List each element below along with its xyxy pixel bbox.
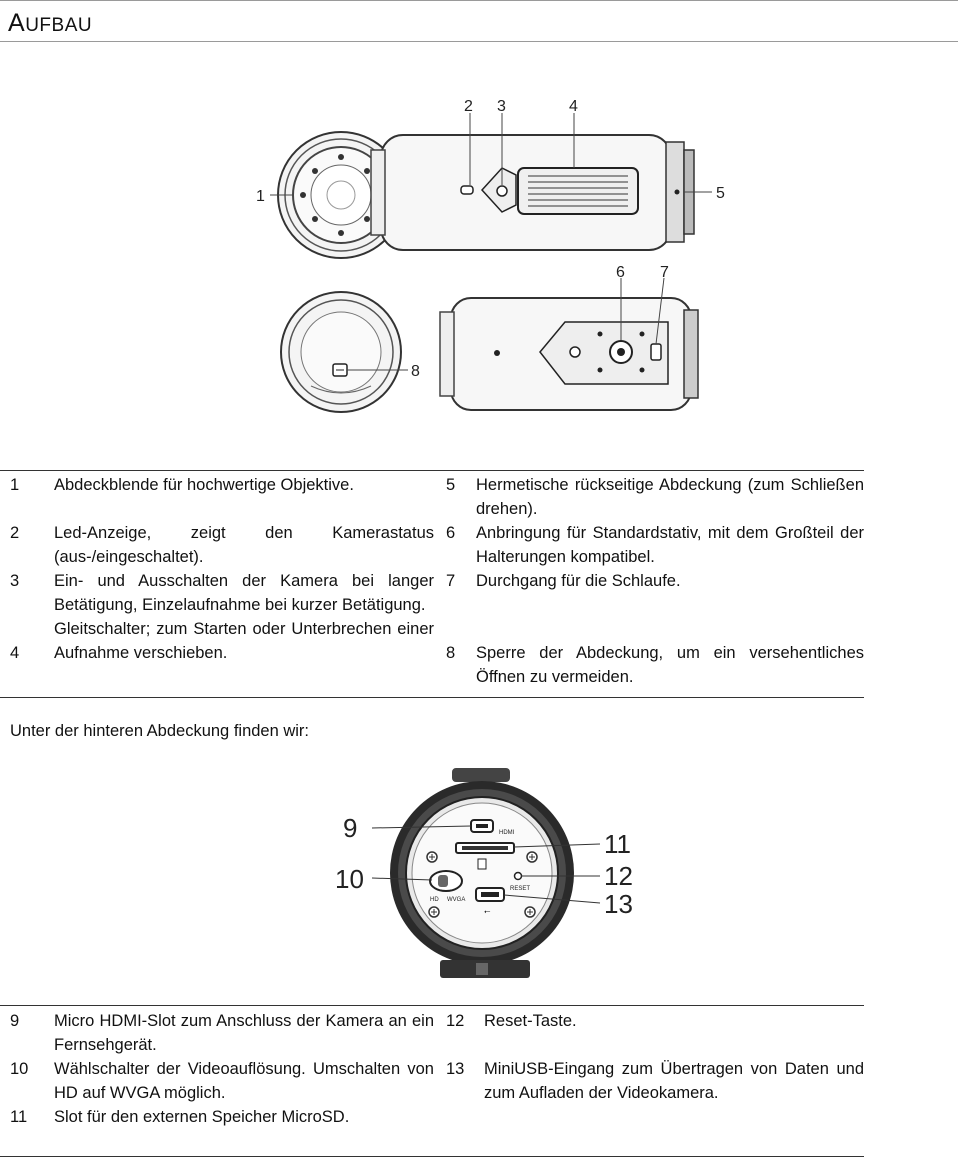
callout-11: 11 (604, 829, 631, 859)
item-number: 11 (10, 1108, 28, 1126)
hdmi-label: HDMI (499, 830, 515, 836)
rear-housing (390, 768, 574, 978)
item-number: 1 (10, 476, 20, 494)
item-text: Wählschalter der Videoauflösung. Umschalten von HD auf WVGA möglich. (54, 1060, 434, 1102)
callout-7: 7 (660, 264, 669, 281)
item-number: 12 (446, 1012, 465, 1030)
item-number (440, 1105, 484, 1129)
item-number: 9 (10, 1012, 20, 1030)
table-rule-bottom (0, 1156, 864, 1157)
table-row (0, 1009, 864, 1057)
item-text: Slot für den externen Speicher MicroSD. (54, 1108, 350, 1126)
item-text: MiniUSB-Eingang zum Übertragen von Daten und zum Aufladen der Videokamera. (484, 1060, 864, 1102)
item-number: 6 (446, 524, 456, 542)
item-number: 4 (10, 644, 20, 662)
camera-diagram-top (0, 90, 960, 510)
callout-6: 6 (616, 264, 625, 281)
item-text: Led-Anzeige, zeigt den Kamerastatus (aus-/eingeschaltet). (54, 524, 434, 566)
callout-9: 9 (343, 813, 358, 843)
svg-text:⭠: ⭠ (484, 907, 491, 916)
callout-1: 1 (256, 188, 265, 205)
item-text: Sperre der Abdeckung, um ein versehentliches Öffnen zu vermeiden. (476, 644, 864, 686)
table-rule-top (0, 470, 864, 471)
table-row (0, 1105, 864, 1129)
callout-3: 3 (497, 98, 506, 115)
item-text: Durchgang für die Schlaufe. (476, 572, 681, 590)
item-number: 5 (446, 476, 456, 494)
item-text: Hermetische rückseitige Abdeckung (zum Schließen drehen). (476, 476, 864, 518)
item-text: Micro HDMI-Slot zum Anschluss der Kamera an ein Fernsehgerät. (54, 1012, 434, 1054)
table-row (0, 521, 864, 569)
rear-caption: Unter der hinteren Abdeckung finden wir: (10, 722, 310, 740)
reset-label: RESET (510, 886, 531, 892)
section-header (0, 0, 958, 42)
parts-table (0, 473, 864, 689)
table-rule-top (0, 1005, 864, 1006)
callout-13: 13 (604, 889, 633, 919)
item-text: Anbringung für Standardstativ, mit dem Großteil der Halterungen kompatibel. (476, 524, 864, 566)
item-number: 8 (446, 644, 456, 662)
side-view-top (371, 135, 694, 250)
table-rule-bottom (0, 697, 864, 698)
rear-view (281, 292, 401, 412)
hd-label: HD (430, 897, 439, 903)
rear-ports-diagram (0, 760, 960, 990)
table-row (0, 473, 864, 521)
callout-10: 10 (335, 864, 364, 894)
item-number: 2 (10, 524, 20, 542)
table-row (0, 617, 864, 689)
item-number: 3 (10, 572, 20, 590)
item-text: Gleitschalter; zum Starten oder Unterbrechen einer Aufnahme verschieben. (54, 620, 434, 662)
callout-8: 8 (411, 363, 420, 380)
item-number: 10 (10, 1060, 29, 1078)
table-row (0, 1057, 864, 1105)
callout-2: 2 (464, 98, 473, 115)
item-text: Reset-Taste. (484, 1012, 577, 1030)
callout-12: 12 (604, 861, 633, 891)
item-text: Abdeckblende für hochwertige Objektive. (54, 476, 354, 494)
item-text: Ein- und Ausschalten der Kamera bei langer Betätigung, Einzelaufnahme bei kurzer Betätigung. (54, 572, 434, 614)
section-title: AUFBAU (8, 9, 93, 37)
callout-5: 5 (716, 185, 725, 202)
table-row (0, 569, 864, 617)
item-number: 13 (446, 1060, 465, 1078)
wvga-label: WVGA (447, 897, 466, 903)
callout-4: 4 (569, 98, 578, 115)
ports-table (0, 1009, 864, 1129)
item-text (484, 1105, 864, 1129)
item-number: 7 (446, 572, 456, 590)
